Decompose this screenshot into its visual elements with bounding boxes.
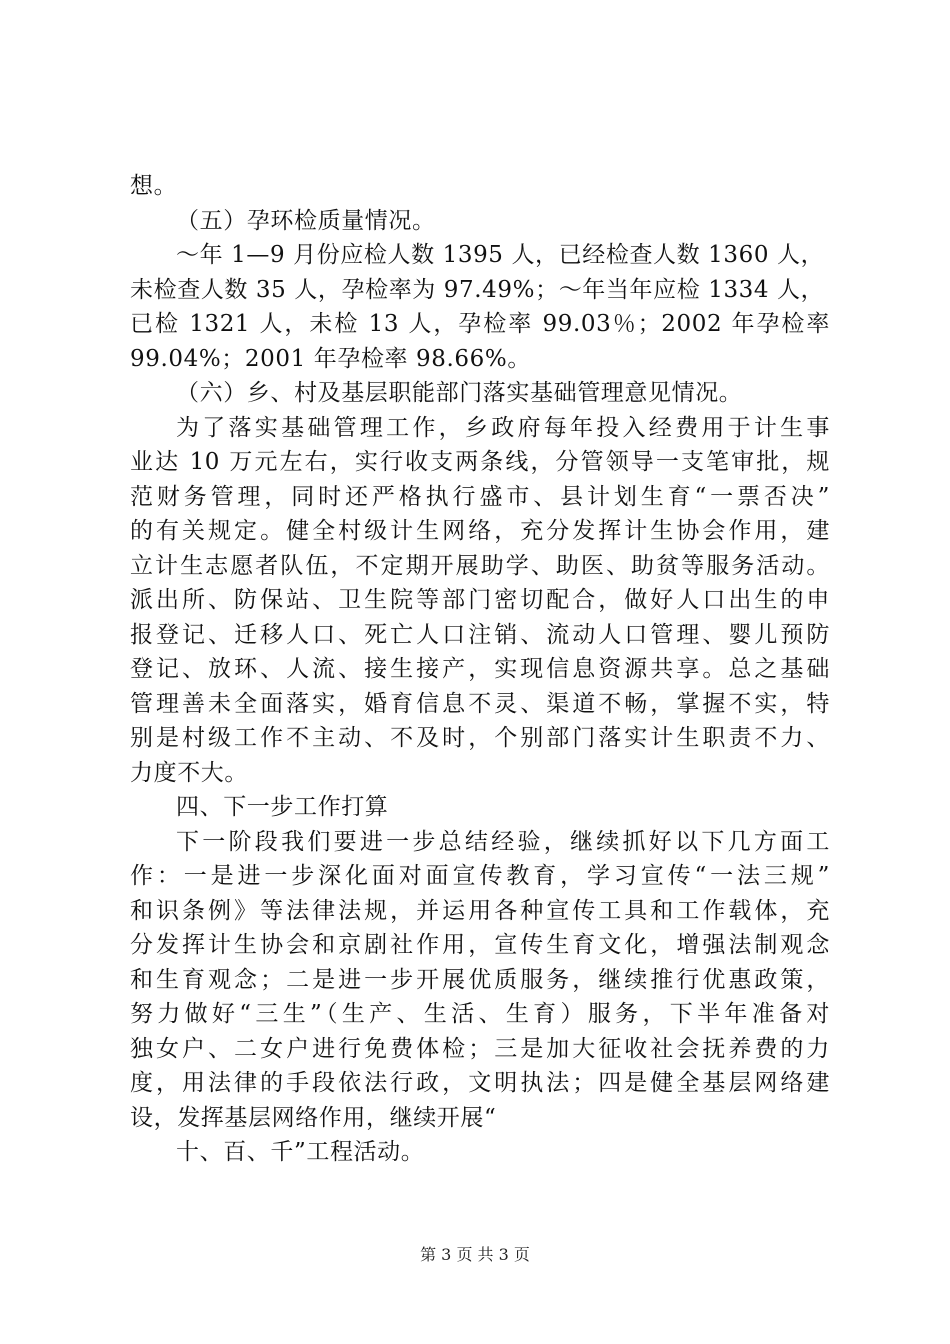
text-line: 和识条例》等法律法规，并运用各种宣传工具和工作载体，充 <box>130 897 830 924</box>
text-line: 度，用法律的手段依法行政，文明执法；四是健全基层网络建 <box>130 1070 830 1096</box>
text-line: 99.04%；2001 年孕检率 98.66%。 <box>130 345 531 372</box>
text-line: 设，发挥基层网络作用，继续开展“ <box>130 1104 497 1131</box>
text-line: 范财务管理，同时还严格执行盛市、县计划生育“一票否决” <box>130 483 830 510</box>
document-body <box>130 169 830 1170</box>
text-line: 努力做好“三生”（生产、生活、生育）服务，下半年准备对 <box>130 1001 830 1027</box>
text-line: 未检查人数 35 人，孕检率为 97.49%；～年当年应检 1334 人， <box>130 276 825 303</box>
text-line: 想。 <box>130 173 178 199</box>
text-line: 分发挥计生协会和京剧社作用，宣传生育文化，增强法制观念 <box>130 932 830 958</box>
text-line: （六）乡、村及基层职能部门落实基础管理意见情况。 <box>176 380 743 406</box>
text-line: 报登记、迁移人口、死亡人口注销、流动人口管理、婴儿预防 <box>130 621 830 648</box>
text-line: 的有关规定。健全村级计生网络，充分发挥计生协会作用，建 <box>130 518 830 544</box>
text-line: 登记、放环、人流、接生接产，实现信息资源共享。总之基础 <box>130 656 830 682</box>
text-line: 已检 1321 人，未检 13 人，孕检率 99.03％；2002 年孕检率 <box>130 311 830 337</box>
text-line: 管理善未全面落实，婚育信息不灵、渠道不畅，掌握不实，特 <box>130 690 830 717</box>
text-line: 力度不大。 <box>130 759 248 786</box>
text-line: 派出所、防保站、卫生院等部门密切配合，做好人口出生的申 <box>130 587 830 613</box>
text-line: 为了落实基础管理工作，乡政府每年投入经费用于计生事 <box>176 414 830 441</box>
text-line: 立计生志愿者队伍，不定期开展助学、助医、助贫等服务活动。 <box>130 552 830 579</box>
text-line: ～年 1—9 月份应检人数 1395 人，已经检查人数 1360 人， <box>176 242 825 268</box>
text-line: 业达 10 万元左右，实行收支两条线，分管领导一支笔审批，规 <box>130 449 830 475</box>
text-line: 和生育观念；二是进一步开展优质服务，继续推行优惠政策， <box>130 966 830 993</box>
text-line: 十、百、千”工程活动。 <box>176 1139 425 1165</box>
text-line: 独女户、二女户进行免费体检；三是加大征收社会抚养费的力 <box>130 1035 830 1062</box>
text-line: 作：一是进一步深化面对面宣传教育，学习宣传“一法三规” <box>130 863 830 889</box>
text-line: 别是村级工作不主动、不及时，个别部门落实计生职责不力、 <box>130 725 830 751</box>
text-line: 下一阶段我们要进一步总结经验，继续抓好以下几方面工 <box>176 828 830 855</box>
page-footer: 第 3 页 共 3 页 <box>420 1245 530 1264</box>
text-line: （五）孕环检质量情况。 <box>176 207 436 234</box>
text-line: 四、下一步工作打算 <box>176 794 389 820</box>
